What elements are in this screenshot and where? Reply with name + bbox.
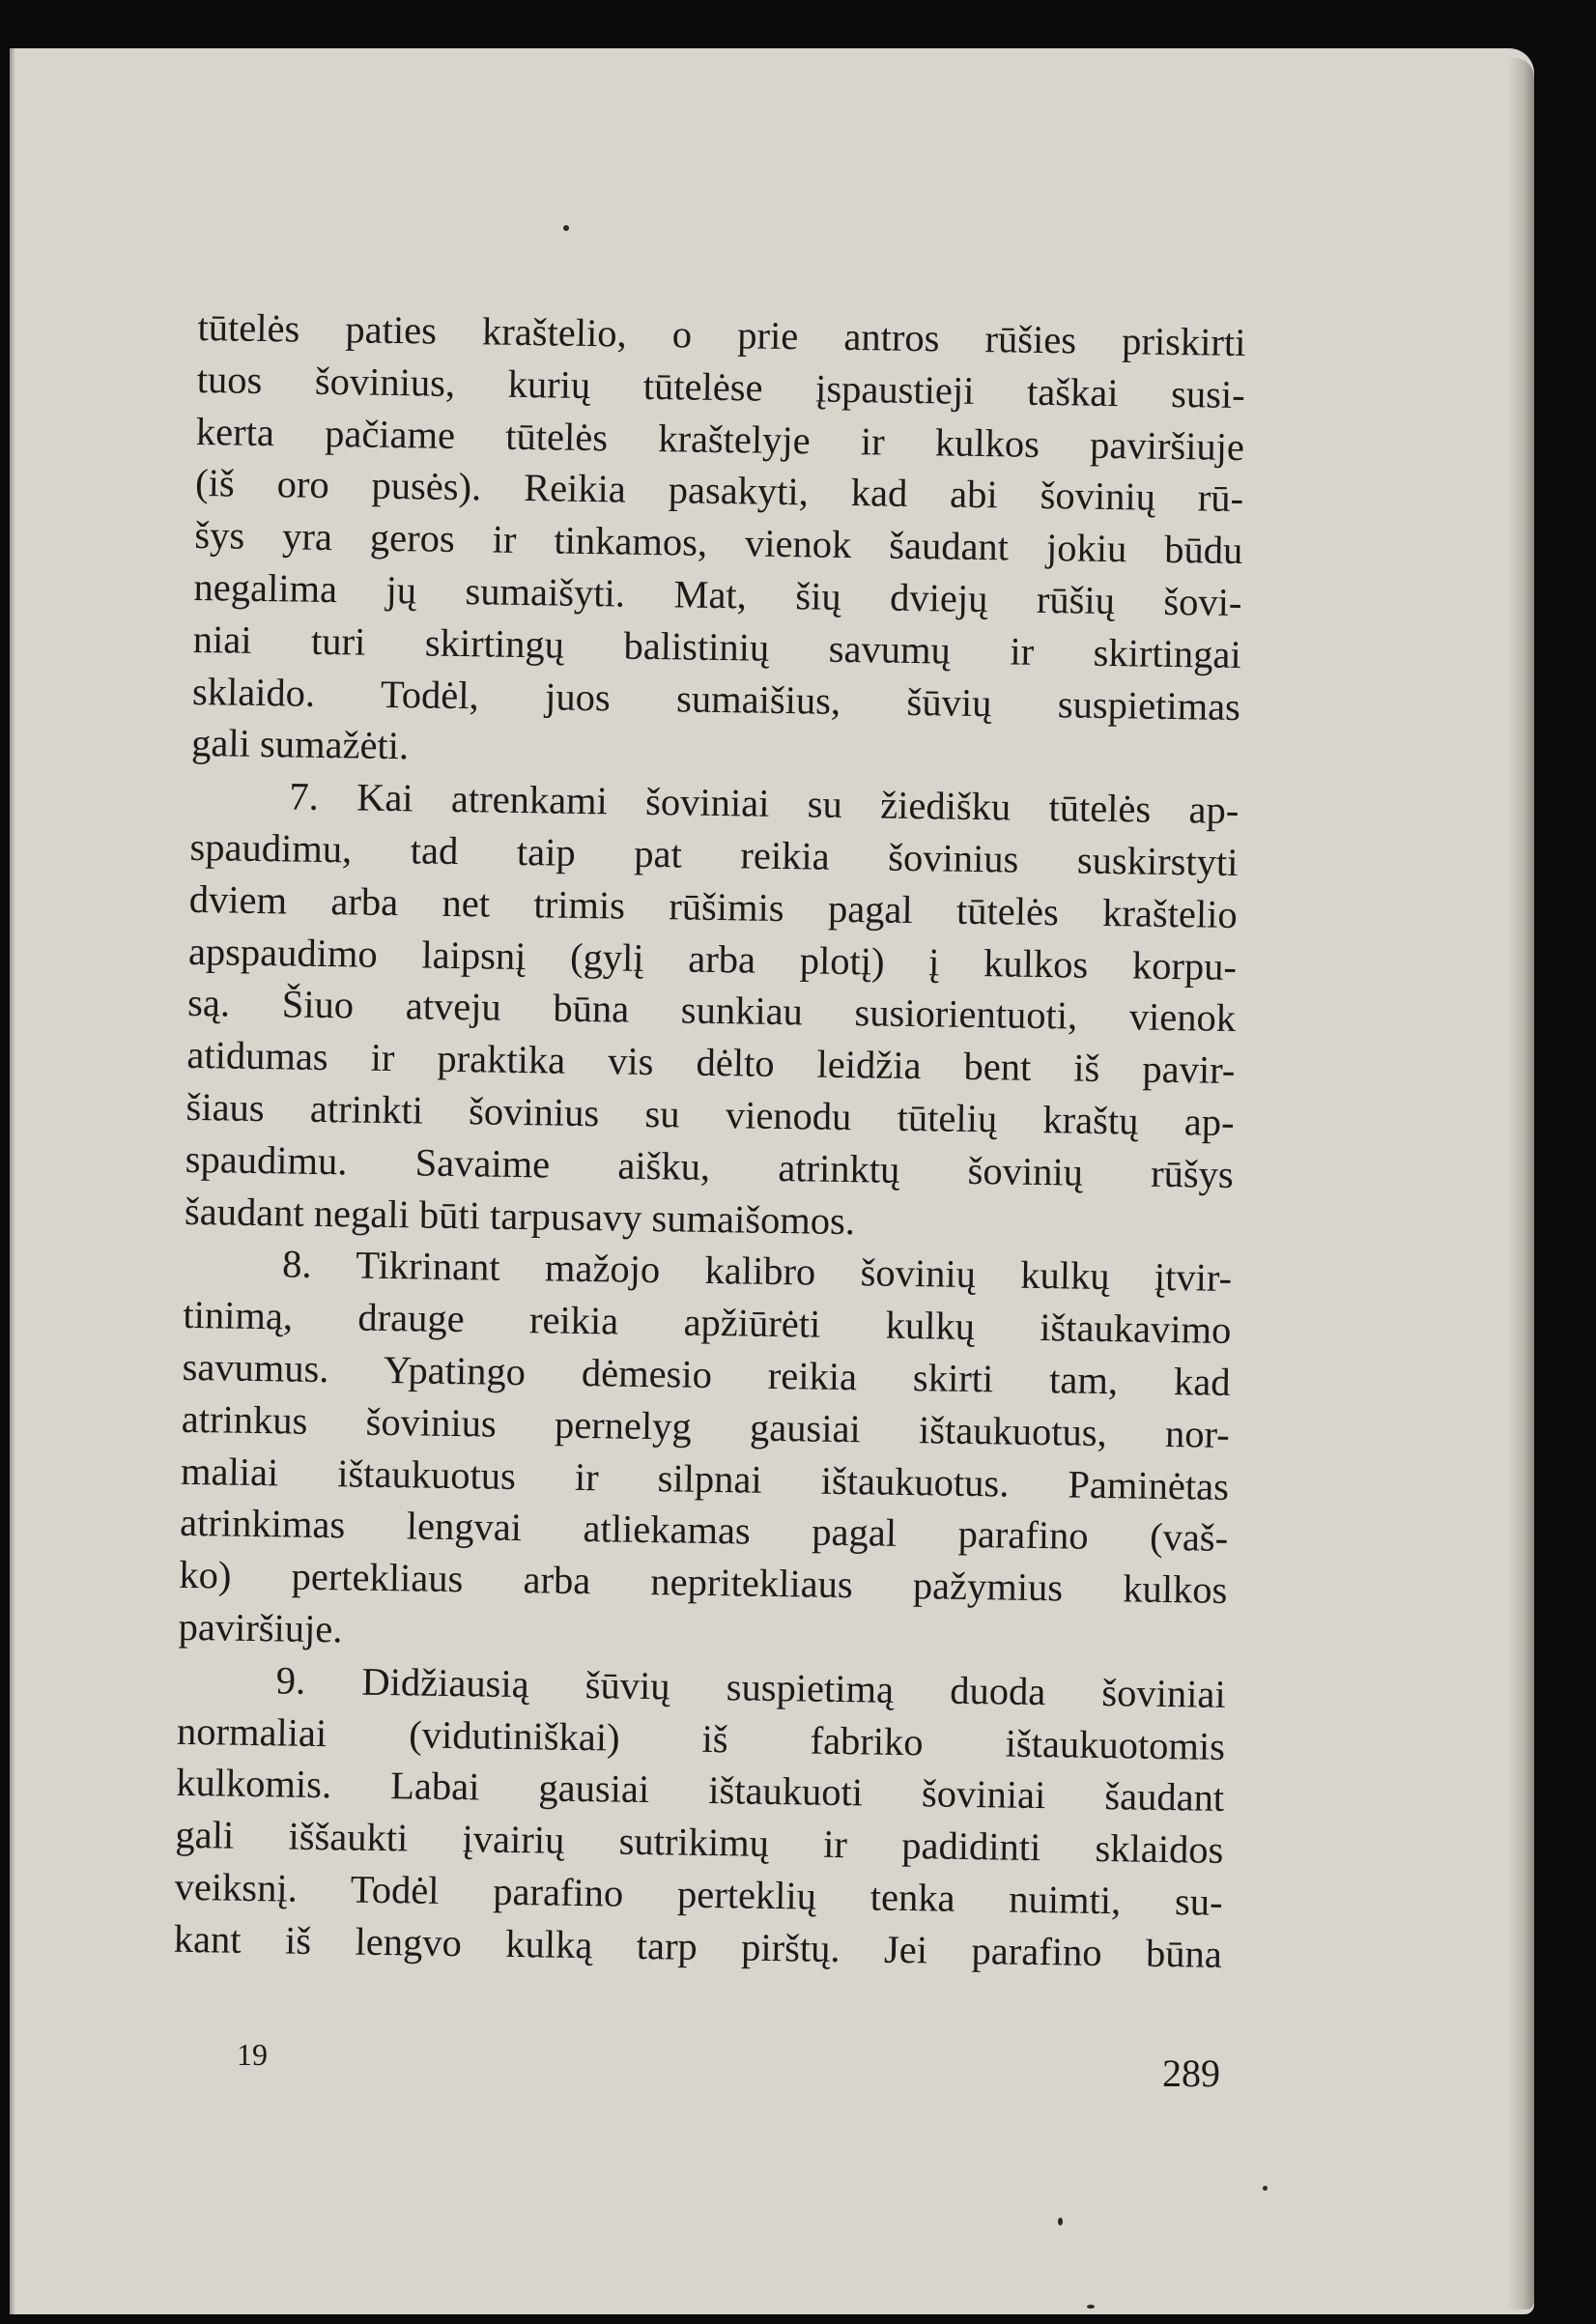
page-number: 289 — [1162, 2051, 1220, 2095]
text-line: tinimą, drauge reikia apžiūrėti kulkų ištaukavimo — [183, 1293, 1232, 1353]
signature-mark: 19 — [237, 2037, 268, 2072]
text-line: sklaido. Todėl, juos sumaišius, šūvių suspietimas — [191, 669, 1241, 729]
text-line: spaudimu. Savaime aišku, atrinktų šovinių rūšys — [185, 1136, 1235, 1196]
text-line: veiksnį. Todėl parafino perteklių tenka nuimti, su- — [174, 1864, 1223, 1924]
text-line: kulkomis. Labai gausiai ištaukuoti šoviniai šaudant — [175, 1761, 1225, 1821]
text-line: savumus. Ypatingo dėmesio reikia skirti tam, kad — [182, 1344, 1231, 1404]
dust-speck — [1058, 2218, 1063, 2225]
text-line: šiaus atrinkti šovinius su vienodu tūtelių kraštų ap- — [185, 1084, 1235, 1144]
text-line: (iš oro pusės). Reikia pasakyti, kad abi šovinių rū- — [194, 461, 1244, 521]
text-line: gali sumažėti. — [190, 721, 410, 768]
text-line: šys yra geros ir tinkamos, vienok šaudant jokiu būdu — [194, 513, 1243, 573]
text-line: apspaudimo laipsnį (gylį arba plotį) į kulkos korpu- — [187, 929, 1238, 989]
text-line: ko) pertekliaus arba nepritekliaus pažymius kulkos — [179, 1552, 1228, 1613]
dust-speck — [1087, 2305, 1095, 2309]
text-line: negalima jų sumaišyti. Mat, šių dviejų rūšių šovi- — [193, 564, 1242, 625]
text-line: atrinkus šovinius pernelyg gausiai ištaukuotus, nor- — [181, 1396, 1231, 1456]
text-line: kerta pačiame tūtelės kraštelyje ir kulkos paviršiuje — [195, 409, 1245, 469]
page-edge-shadow — [1507, 58, 1534, 2310]
text-line: paviršiuje. — [178, 1604, 343, 1651]
text-line: 9. Didžiausią šūvių suspietimą duoda šoviniai — [275, 1658, 1227, 1716]
text-line: normaliai (vidutiniškai) iš fabriko ištaukuotomis — [176, 1708, 1226, 1768]
text-line: gali iššaukti įvairių sutrikimų ir padidinti sklaidos — [175, 1812, 1224, 1873]
text-line: kant iš lengvo kulką tarp pirštų. Jei parafino būna — [173, 1916, 1223, 1976]
text-line: maliai ištaukuotus ir silpnai ištaukuotus. Paminėtas — [180, 1449, 1230, 1508]
text-line: atrinkimas lengvai atliekamas pagal parafino (vaš- — [179, 1501, 1229, 1561]
dust-speck — [1263, 2186, 1268, 2191]
text-line: tuos šovinius, kurių tūtelėse įspaustieji taškai susi- — [196, 357, 1246, 416]
text-line: niai turi skirtingų balistinių savumų ir skirtingai — [192, 617, 1242, 676]
dust-speck — [563, 225, 569, 231]
text-line: spaudimu, tad taip pat reikia šovinius suskirstyti — [189, 824, 1239, 884]
page-gutter-shadow — [10, 48, 15, 2314]
text-line: tūtelės paties kraštelio, o prie antros rūšies priskirti — [197, 304, 1246, 365]
text-line: dviem arba net trimis rūšimis pagal tūtelės kraštelio — [188, 876, 1239, 936]
text-line: atidumas ir praktika vis dėlto leidžia bent iš pavir- — [186, 1033, 1236, 1093]
text-line: 8. Tikrinant mažojo kalibro šovinių kulkų įtvir- — [281, 1242, 1233, 1301]
text-line: 7. Kai atrenkami šoviniai su žiedišku tūtelės ap- — [289, 774, 1240, 833]
text-line: są. Šiuo atveju būna sunkiau susiorientuoti, vienok — [186, 981, 1237, 1041]
body-text — [173, 301, 1245, 1980]
text-line: šaudant negali būti tarpusavy sumaišomos. — [184, 1189, 856, 1243]
